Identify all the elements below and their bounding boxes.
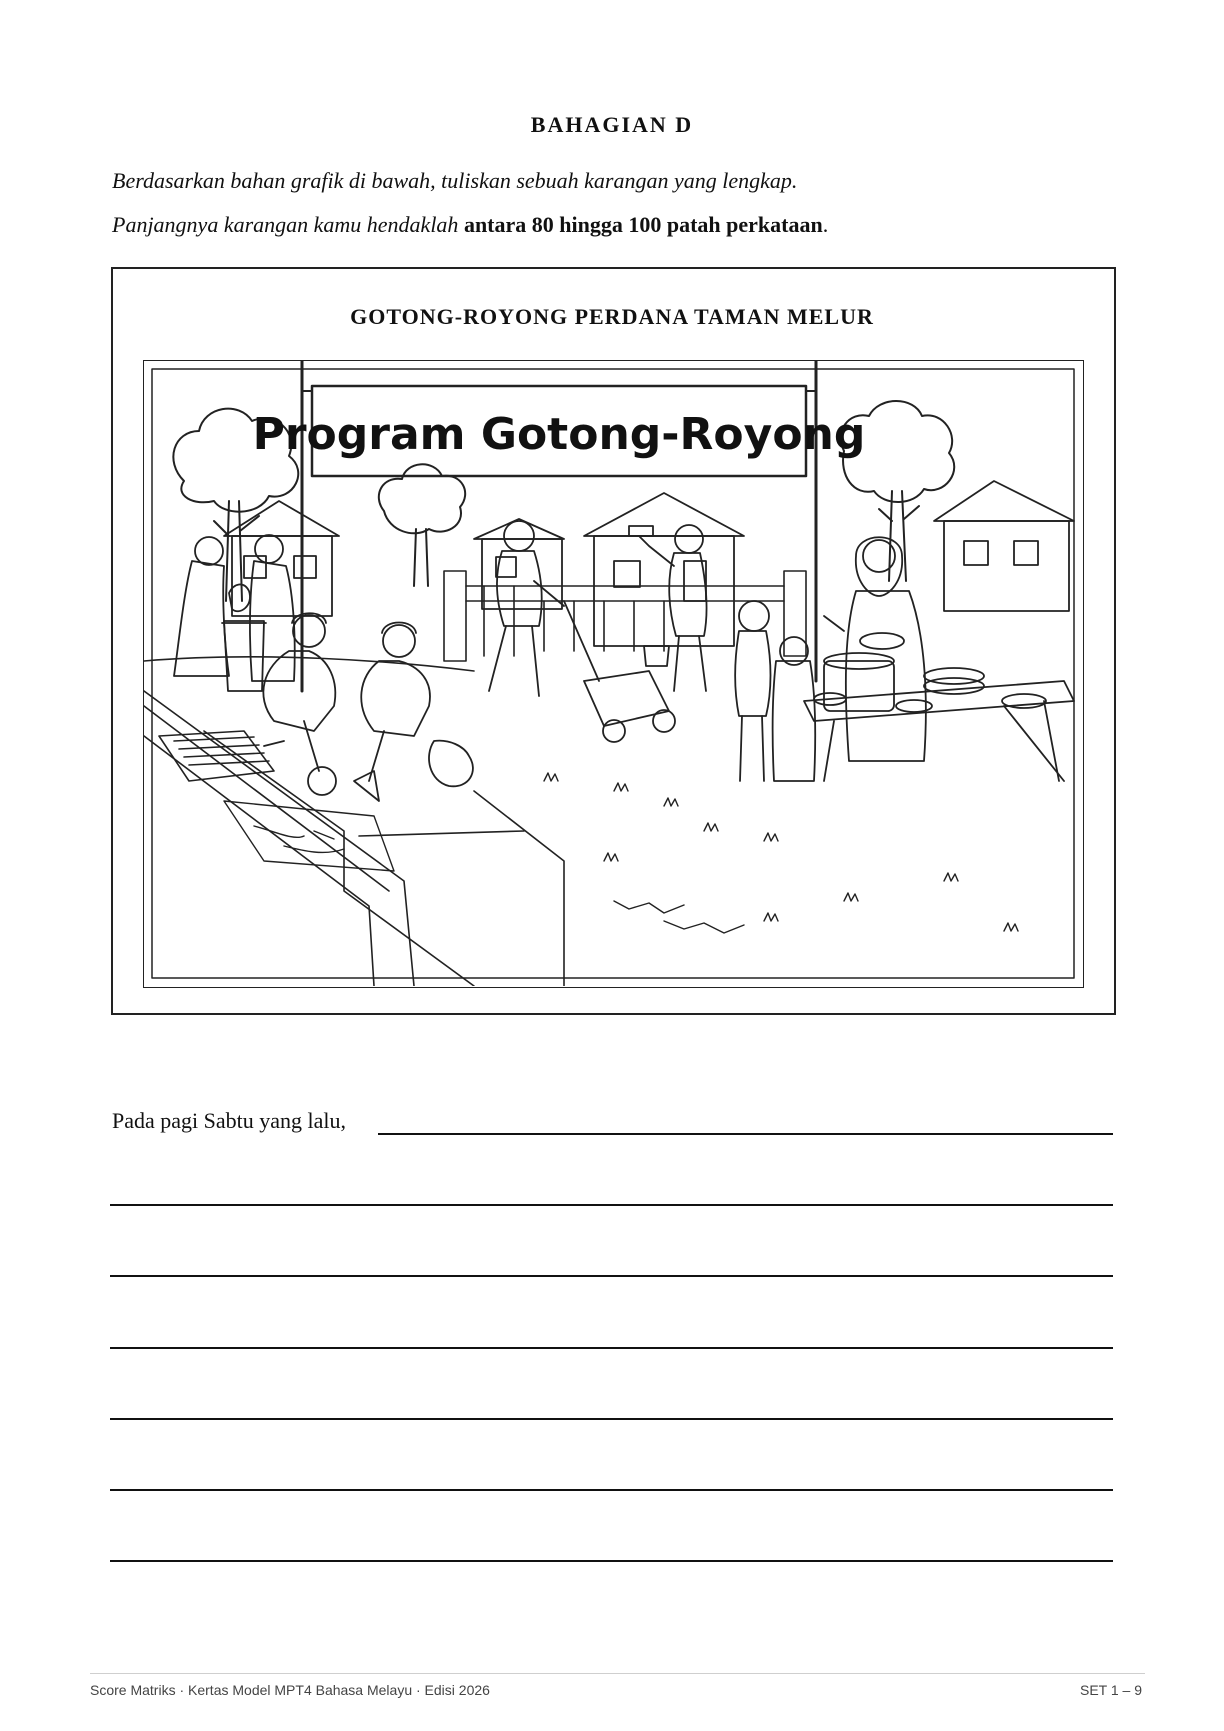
answer-line-6[interactable] (110, 1489, 1113, 1491)
answer-line-1[interactable] (378, 1133, 1113, 1135)
answer-line-2[interactable] (110, 1204, 1113, 1206)
footer-page-number: SET 1 – 9 (1079, 1682, 1142, 1698)
answer-line-4[interactable] (110, 1347, 1113, 1349)
footer-left-text: Score Matriks · Kertas Model MPT4 Bahasa Melayu · Edisi 2026 (90, 1682, 490, 1698)
footer-divider (90, 1673, 1145, 1674)
food-table (804, 653, 1074, 781)
instruction-text-1: Berdasarkan bahan grafik di bawah, tuliskan sebuah karangan yang lengkap. (112, 168, 798, 193)
man-painting-fence (629, 525, 707, 691)
house-right (934, 481, 1074, 611)
answer-line-5[interactable] (110, 1418, 1113, 1420)
gotong-royong-illustration (143, 360, 1084, 988)
man-with-lawn-mower (489, 521, 675, 742)
woman-serving-food (824, 537, 926, 761)
women-with-bin (174, 535, 295, 691)
pavement (144, 657, 564, 986)
fence (444, 571, 806, 661)
banner-text: Program Gotong-Royong (252, 409, 866, 460)
graphic-title: GOTONG-ROYONG PERDANA TAMAN MELUR (350, 304, 874, 329)
instruction-line-2 (112, 212, 828, 238)
answer-line-3[interactable] (110, 1275, 1113, 1277)
instruction-text-2: Panjangnya karangan kamu hendaklah (112, 212, 459, 237)
answer-lead-text: Pada pagi Sabtu yang lalu, (112, 1108, 347, 1133)
instruction-period: . (822, 212, 829, 237)
drain-grate (159, 731, 274, 781)
word-count-requirement: antara 80 hingga 100 patah perkataan (463, 212, 823, 237)
section-title: BAHAGIAN D (530, 112, 694, 137)
answer-line-7[interactable] (110, 1560, 1113, 1562)
banner (253, 361, 866, 691)
grass (544, 773, 1018, 933)
instruction-line-1 (112, 168, 797, 194)
tree-center (379, 464, 465, 586)
